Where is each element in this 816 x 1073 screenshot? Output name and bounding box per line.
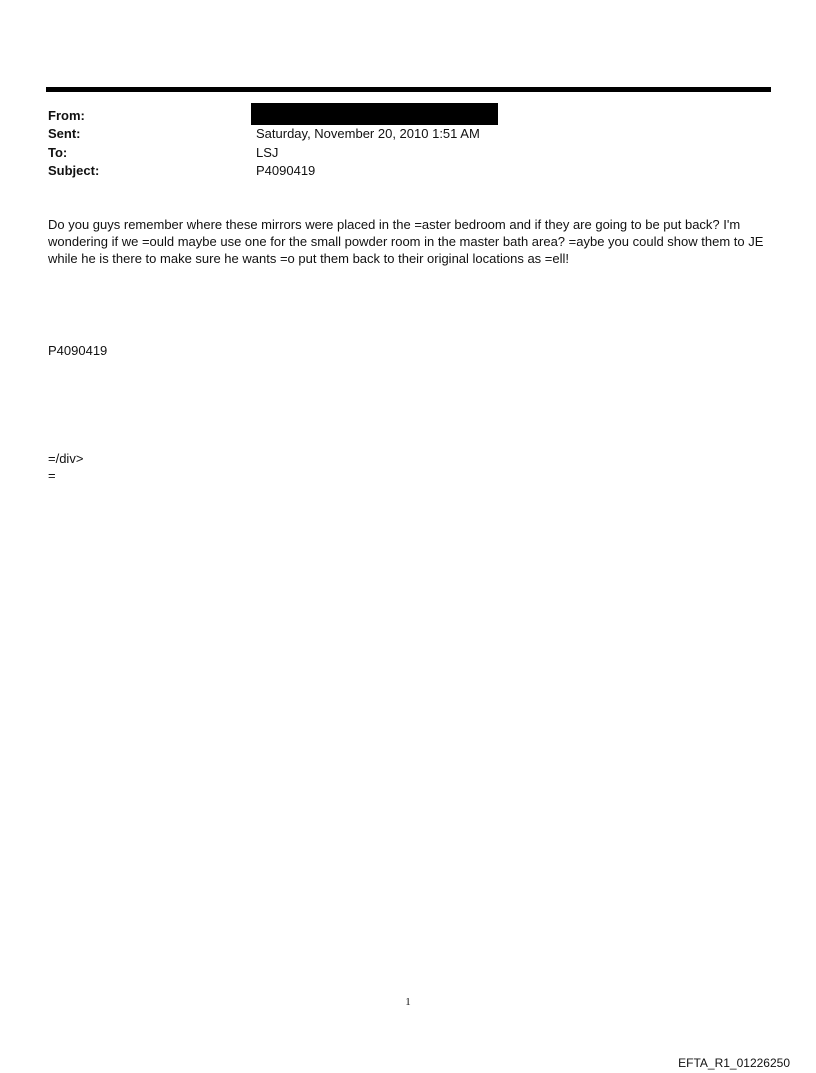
sent-value: Saturday, November 20, 2010 1:51 AM [256, 126, 480, 141]
document-id: EFTA_R1_01226250 [678, 1056, 790, 1070]
attachment-name: P4090419 [48, 343, 108, 358]
trailing-line-2: = [48, 468, 56, 483]
subject-label: Subject: [48, 163, 100, 178]
trailing-line-1: =/div> [48, 451, 84, 466]
from-label: From: [48, 108, 85, 123]
page-number: 1 [405, 996, 411, 1008]
sent-label: Sent: [48, 126, 81, 141]
to-value: LSJ [256, 145, 279, 160]
redacted-sender [251, 103, 498, 125]
email-body: Do you guys remember where these mirrors were placed in the =aster bedroom and if they are going to be put back? I'm wondering if we =ould maybe use one for the small powder room in the master bath area? =aybe you could show them to JE while he is there to make sure he wants =o put them back to their original locations as =ell! [48, 217, 764, 266]
header-rule [46, 87, 771, 92]
to-label: To: [48, 145, 68, 160]
subject-value: P4090419 [256, 163, 316, 178]
